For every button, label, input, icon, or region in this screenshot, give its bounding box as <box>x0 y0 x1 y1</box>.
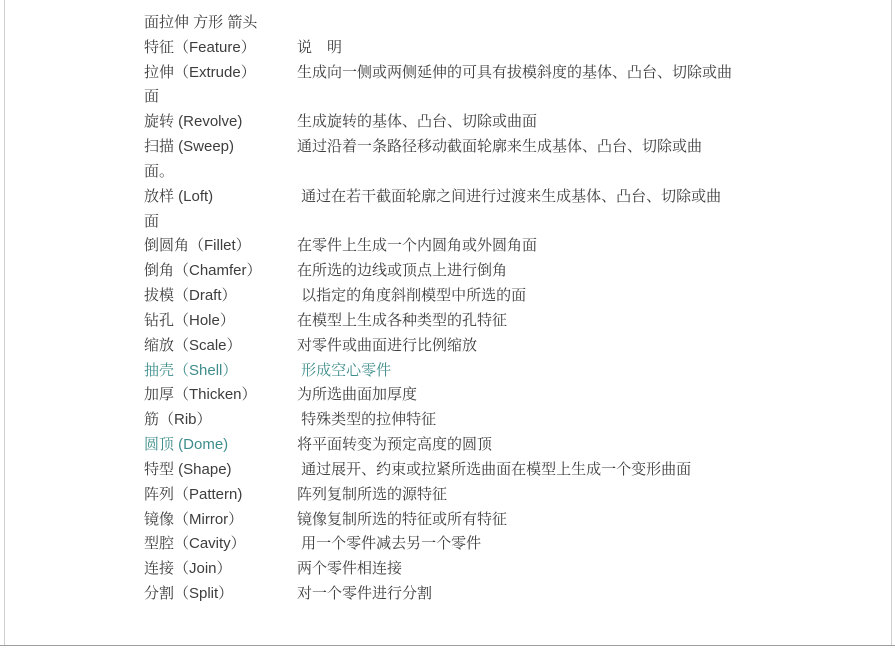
feature-description: 形成空心零件 <box>297 361 392 379</box>
feature-description: 生成向一侧或两侧延伸的可具有拔模斜度的基体、凸台、切除或曲 <box>297 63 733 81</box>
header-line <box>0 11 895 36</box>
table-row <box>0 309 895 334</box>
page-bottom-edge <box>0 645 895 646</box>
table-row <box>0 234 895 259</box>
table-row <box>0 334 895 359</box>
feature-description: 说 明 <box>297 38 343 56</box>
table-row <box>0 582 895 607</box>
feature-description: 在零件上生成一个内圆角或外圆角面 <box>297 237 538 255</box>
feature-term: 分割（Split） <box>144 585 234 603</box>
feature-term: 扫描 (Sweep) <box>144 138 235 156</box>
feature-term: 面 <box>144 212 160 230</box>
feature-term: 旋转 (Revolve) <box>144 113 243 131</box>
feature-term: 镜像（Mirror） <box>144 510 244 528</box>
feature-term: 型腔（Cavity） <box>144 535 246 553</box>
feature-term: 面 <box>144 88 160 106</box>
feature-term: 拔模（Draft） <box>144 287 237 305</box>
feature-term: 放样 (Loft) <box>144 187 214 205</box>
wrapped-text-line <box>0 210 895 235</box>
table-row <box>0 185 895 210</box>
table-row <box>0 284 895 309</box>
feature-term: 特型 (Shape) <box>144 460 232 478</box>
feature-term: 抽壳（Shell） <box>144 361 238 379</box>
feature-description: 对零件或曲面进行比例缩放 <box>297 336 478 354</box>
feature-description: 阵列复制所选的源特征 <box>297 485 448 503</box>
feature-description: 为所选曲面加厚度 <box>297 386 418 404</box>
feature-term: 特征（Feature） <box>144 38 256 56</box>
table-row <box>0 408 895 433</box>
feature-description: 通过展开、约束或拉紧所选曲面在模型上生成一个变形曲面 <box>297 460 692 478</box>
feature-description: 镜像复制所选的特征或所有特征 <box>297 510 508 528</box>
feature-description: 生成旋转的基体、凸台、切除或曲面 <box>297 113 538 131</box>
feature-term: 倒角（Chamfer） <box>144 262 262 280</box>
wrapped-text-line <box>0 85 895 110</box>
feature-term: 面。 <box>144 162 175 180</box>
table-row <box>0 508 895 533</box>
feature-description: 特殊类型的拉伸特征 <box>297 411 437 429</box>
feature-term: 筋（Rib） <box>144 411 212 429</box>
feature-term: 阵列（Pattern) <box>144 485 243 503</box>
table-row <box>0 36 895 61</box>
table-row <box>0 61 895 86</box>
feature-description: 用一个零件减去另一个零件 <box>297 535 482 553</box>
feature-term: 圆顶 (Dome) <box>144 436 229 454</box>
table-row <box>0 433 895 458</box>
feature-description: 在模型上生成各种类型的孔特征 <box>297 311 508 329</box>
feature-term: 连接（Join） <box>144 560 232 578</box>
feature-description: 对一个零件进行分割 <box>297 585 433 603</box>
table-row <box>0 458 895 483</box>
feature-term: 钻孔（Hole） <box>144 311 235 329</box>
feature-description: 将平面转变为预定高度的圆顶 <box>297 436 493 454</box>
table-row <box>0 532 895 557</box>
table-row <box>0 383 895 408</box>
table-row <box>0 359 895 384</box>
feature-table <box>0 11 895 607</box>
table-row <box>0 557 895 582</box>
feature-description: 在所选的边线或顶点上进行倒角 <box>297 262 508 280</box>
feature-term: 面拉伸 方形 箭头 <box>144 14 258 31</box>
table-row <box>0 259 895 284</box>
feature-term: 缩放（Scale） <box>144 336 242 354</box>
table-row <box>0 483 895 508</box>
feature-term: 加厚（Thicken） <box>144 386 257 404</box>
table-row <box>0 135 895 160</box>
feature-description: 两个零件相连接 <box>297 560 403 578</box>
feature-description: 通过沿着一条路径移动截面轮廓来生成基体、凸台、切除或曲 <box>297 138 703 156</box>
feature-description: 以指定的角度斜削模型中所选的面 <box>297 287 527 305</box>
feature-description: 通过在若干截面轮廓之间进行过渡来生成基体、凸台、切除或曲 <box>297 187 722 205</box>
table-row <box>0 110 895 135</box>
feature-term: 拉伸（Extrude） <box>144 63 256 81</box>
wrapped-text-line <box>0 160 895 185</box>
feature-term: 倒圆角（Fillet） <box>144 237 251 255</box>
